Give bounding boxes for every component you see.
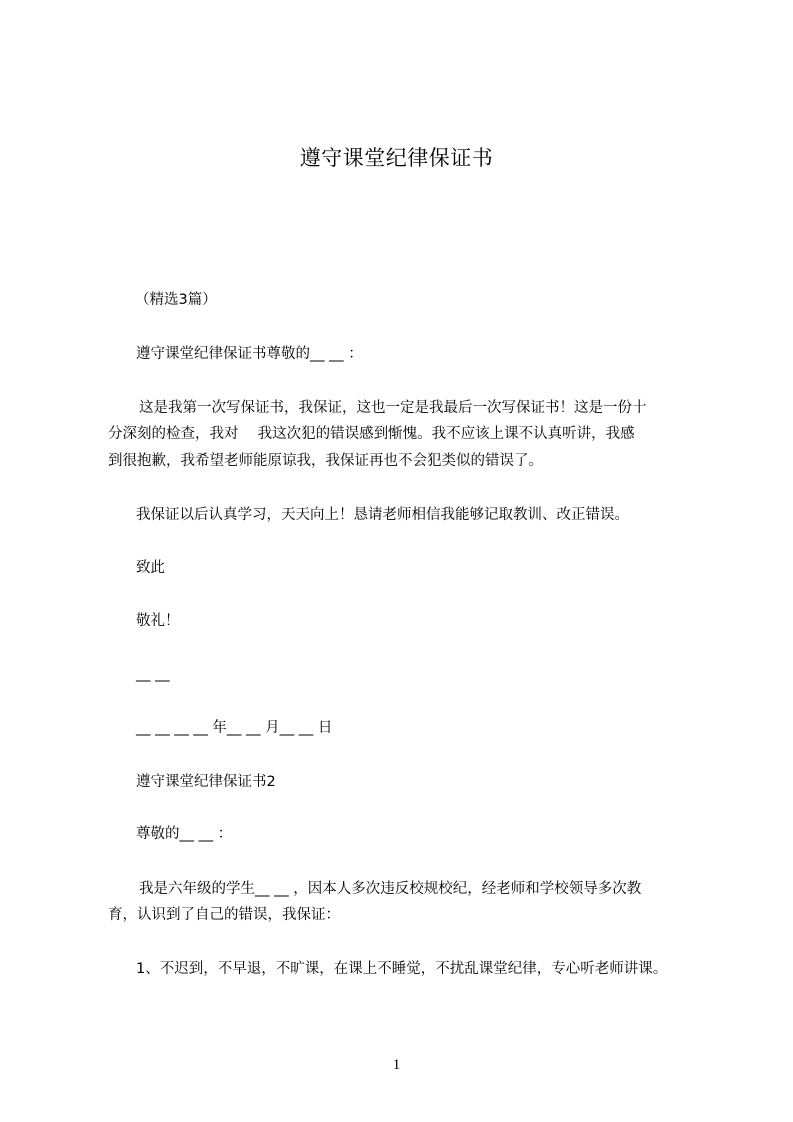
paragraph-3-line-2: 育，认识到了自己的错误，我保证： xyxy=(108,907,340,923)
signature-blank: __ __ xyxy=(136,666,170,682)
closing-zhici: 致此 xyxy=(136,560,165,576)
section-2-title: 遵守课堂纪律保证书2 xyxy=(136,774,276,790)
list-item-1: 1、不迟到，不早退，不旷课，在课上不睡觉，不扰乱课堂纪律，专心听老师讲课。 xyxy=(136,961,668,977)
paragraph-2: 我保证以后认真学习，天天向上！恳请老师相信我能够记取教训、改正错误。 xyxy=(136,507,629,523)
document-title: 遵守课堂纪律保证书 xyxy=(299,146,494,170)
paragraph-1-line-3: 到很抱歉，我希望老师能原谅我，我保证再也不会犯类似的错误了。 xyxy=(108,453,543,469)
subtitle: （精选3篇） xyxy=(135,292,217,308)
paragraph-1-line-1: 这是我第一次写保证书，我保证，这也一定是我最后一次写保证书！这是一份十 xyxy=(139,400,647,416)
salutation-2: 尊敬的__ __ ： xyxy=(136,826,233,842)
paragraph-3-line-1: 我是六年级的学生__ __ ，因本人多次违反校规校纪，经老师和学校领导多次教 xyxy=(139,881,642,897)
paragraph-1-line-2: 分深刻的检查，我对 我这次犯的错误感到惭愧。我不应该上课不认真听讲，我感 xyxy=(108,426,635,442)
salutation-1: 遵守课堂纪律保证书尊敬的__ __ ： xyxy=(136,346,363,362)
closing-jingli: 敬礼！ xyxy=(136,613,180,629)
date-line: __ __ __ __ 年__ __ 月__ __ 日 xyxy=(136,720,333,736)
page-number: 1 xyxy=(392,1057,401,1073)
